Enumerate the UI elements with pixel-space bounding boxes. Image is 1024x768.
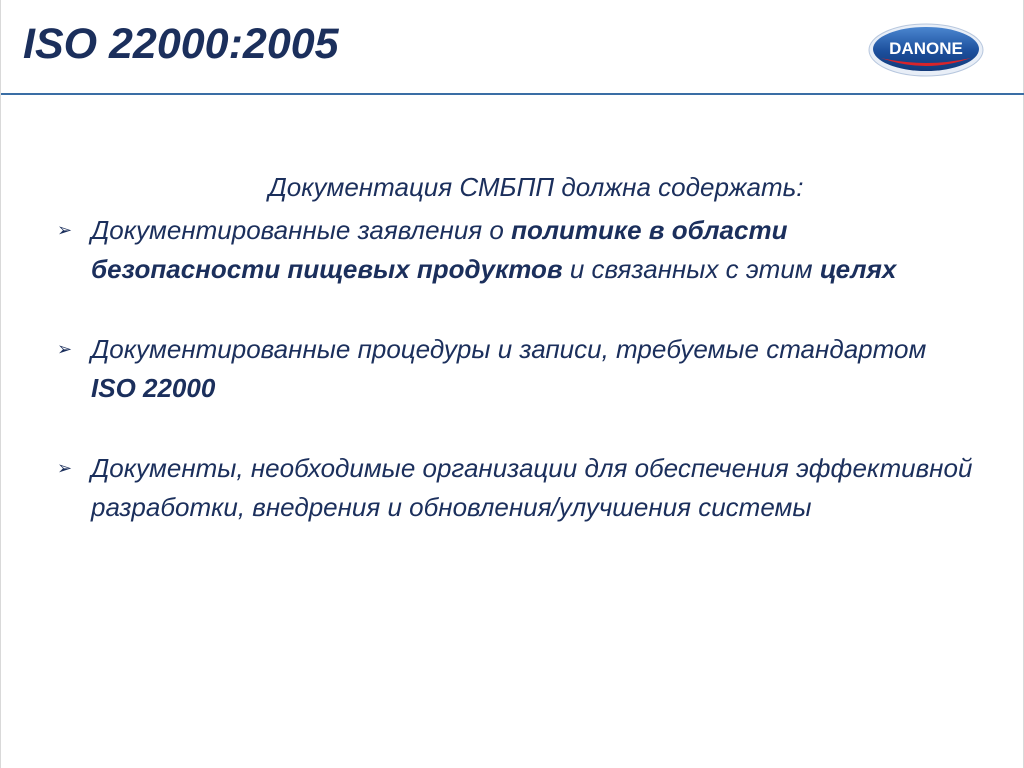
bullet-arrow-icon: ➢ (57, 220, 73, 240)
bullet-item (57, 330, 977, 408)
logo-text: DANONE (889, 39, 963, 58)
intro-text: Документация СМБПП должна содержать: (268, 172, 804, 202)
title-divider (1, 93, 1024, 95)
danone-logo (867, 22, 985, 78)
bullet-text: Документированные заявления о политике в области безопасности пищевых продуктов и связанных с этим целях (91, 215, 897, 284)
bullet-arrow-icon: ➢ (57, 458, 73, 478)
bullet-item (57, 211, 977, 289)
bullet-text: Документированные процедуры и записи, требуемые стандартом ISO 22000 (91, 334, 927, 403)
bullet-arrow-icon: ➢ (57, 339, 73, 359)
slide-body (57, 168, 977, 527)
slide-title: ISO 22000:2005 (23, 20, 339, 68)
bullet-text: Документы, необходимые организации для обеспечения эффективной разработки, внедрения и обновления/улучшения системы (91, 453, 973, 522)
bullet-item (57, 449, 977, 527)
